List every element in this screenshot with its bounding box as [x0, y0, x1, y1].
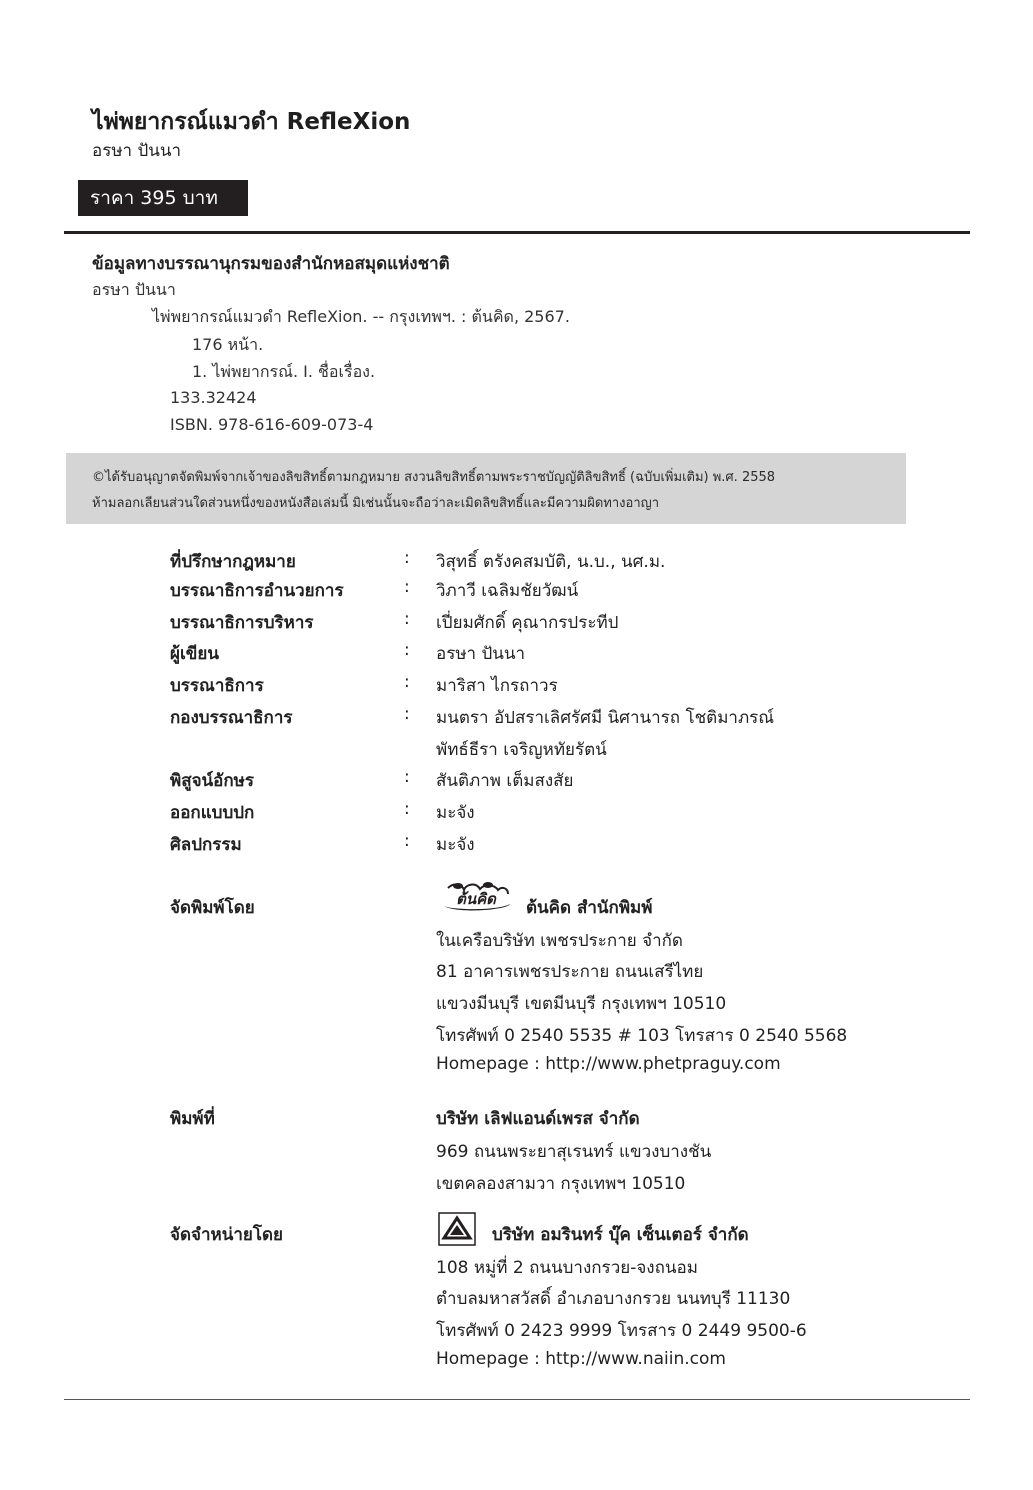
publisher-line-3: แขวงมีนบุรี เขตมีนบุรี กรุงเทพฯ 10510: [436, 994, 727, 1014]
distributor-label: จัดจำหน่ายโดย: [170, 1225, 283, 1245]
top-divider: [64, 231, 970, 234]
credit-value-director: วิภาวี เฉลิมชัยวัฒน์: [436, 581, 579, 601]
publisher-line-2: 81 อาคารเพชรประกาย ถนนเสรีไทย: [436, 962, 704, 982]
book-author: อรษา ปันนา: [92, 141, 182, 161]
distributor-line-3: โทรศัพท์ 0 2423 9999 โทรสาร 0 2449 9500-6: [436, 1321, 807, 1341]
credit-value-proofreader: สันติภาพ เต็มสงสัย: [436, 771, 574, 791]
printer-line-1: 969 ถนนพระยาสุเรนทร์ แขวงบางชัน: [436, 1142, 712, 1162]
book-title: ไพ่พยากรณ์แมวดำ RefleXion: [92, 109, 411, 135]
copyright-notice-line-2: ห้ามลอกเลียนส่วนใดส่วนหนึ่งของหนังสือเล่มนี้ มิเช่นนั้นจะถือว่าละเมิดลิขสิทธิ์และมีความผิดทางอาญา: [92, 496, 660, 511]
publisher-homepage: Homepage : http://www.phetpraguy.com: [436, 1054, 781, 1074]
naiin-logo-icon: [438, 1212, 476, 1246]
copyright-notice-line-1: ©ได้รับอนุญาตจัดพิมพ์จากเจ้าของลิขสิทธิ์ตามกฎหมาย สงวนลิขสิทธิ์ตามพระราชบัญญัติลิขสิทธิ์ (ฉบับเพิ่มเติม) พ.ศ. 2558: [92, 470, 776, 485]
credit-label-director: บรรณาธิการอำนวยการ: [170, 581, 344, 601]
cip-author: อรษา ปันนา: [92, 280, 176, 299]
copyright-notice: [66, 453, 906, 524]
credit-colon: :: [404, 704, 410, 724]
publisher-label: จัดพิมพ์โดย: [170, 898, 255, 918]
cip-subjects: 1. ไพ่พยากรณ์. I. ชื่อเรื่อง.: [192, 362, 376, 381]
credit-colon: :: [404, 577, 410, 597]
cip-title-line: ไพ่พยากรณ์แมวดำ RefleXion. -- กรุงเทพฯ. : ต้นคิด, 2567.: [152, 307, 570, 326]
credit-label-proofreader: พิสูจน์อักษร: [170, 771, 255, 791]
credit-value-writer: อรษา ปันนา: [436, 644, 526, 664]
credit-label-managing-editor: บรรณาธิการบริหาร: [170, 613, 314, 633]
printer-name: บริษัท เลิฟแอนด์เพรส จำกัด: [436, 1109, 640, 1129]
printer-label: พิมพ์ที่: [170, 1109, 215, 1129]
credit-label-artwork: ศิลปกรรม: [170, 835, 242, 855]
publisher-line-1: ในเครือบริษัท เพชรประกาย จำกัด: [436, 931, 683, 951]
distributor-homepage: Homepage : http://www.naiin.com: [436, 1349, 726, 1369]
credit-colon: :: [404, 799, 410, 819]
credit-value-managing-editor: เปี่ยมศักดิ์ คุณากรประทีป: [436, 613, 619, 633]
tonkid-logo-icon: [438, 880, 514, 914]
credit-colon: :: [404, 609, 410, 629]
distributor-line-2: ตำบลมหาสวัสดิ์ อำเภอบางกรวย นนทบุรี 11130: [436, 1289, 791, 1309]
tonkid-logo-text: ต้นคิด: [456, 890, 496, 908]
publisher-line-4: โทรศัพท์ 0 2540 5535 # 103 โทรสาร 0 2540 5568: [436, 1026, 848, 1046]
credit-colon: :: [404, 640, 410, 660]
bottom-divider: [64, 1399, 970, 1400]
credit-colon: :: [404, 831, 410, 851]
credit-value-editorial-team: มนตรา อัปสราเลิศรัศมี นิศานารถ โชติมาภรณ์: [436, 708, 775, 728]
credit-colon: :: [404, 672, 410, 692]
cip-heading: ข้อมูลทางบรรณานุกรมของสำนักหอสมุดแห่งชาติ: [92, 254, 450, 274]
distributor-name: บริษัท อมรินทร์ บุ๊ค เซ็นเตอร์ จำกัด: [492, 1225, 749, 1245]
credit-label-editorial-team: กองบรรณาธิการ: [170, 708, 293, 728]
credit-label-cover-design: ออกแบบปก: [170, 803, 255, 823]
credit-value-editorial-team-2: พัทธ์ธีรา เจริญหทัยรัตน์: [436, 740, 607, 760]
credit-label-editor: บรรณาธิการ: [170, 676, 264, 696]
cip-isbn: ISBN. 978-616-609-073-4: [170, 415, 374, 434]
publisher-name: ต้นคิด สำนักพิมพ์: [526, 898, 653, 918]
credit-value-legal: วิสุทธิ์ ตรังคสมบัติ, น.บ., นศ.ม.: [436, 552, 666, 572]
printer-line-2: เขตคลองสามวา กรุงเทพฯ 10510: [436, 1174, 686, 1194]
credit-colon: :: [404, 548, 410, 568]
credit-colon: :: [404, 767, 410, 787]
price-badge: ราคา 395 บาท: [78, 180, 248, 216]
distributor-line-1: 108 หมู่ที่ 2 ถนนบางกรวย-จงถนอม: [436, 1258, 698, 1278]
credit-value-editor: มาริสา ไกรถาวร: [436, 676, 558, 696]
cip-pages: 176 หน้า.: [192, 335, 264, 354]
credit-value-cover-design: มะจัง: [436, 803, 475, 823]
credit-label-legal: ที่ปรึกษากฎหมาย: [170, 552, 296, 572]
credit-label-writer: ผู้เขียน: [170, 644, 219, 664]
credit-value-artwork: มะจัง: [436, 835, 475, 855]
cip-classification: 133.32424: [170, 388, 257, 407]
